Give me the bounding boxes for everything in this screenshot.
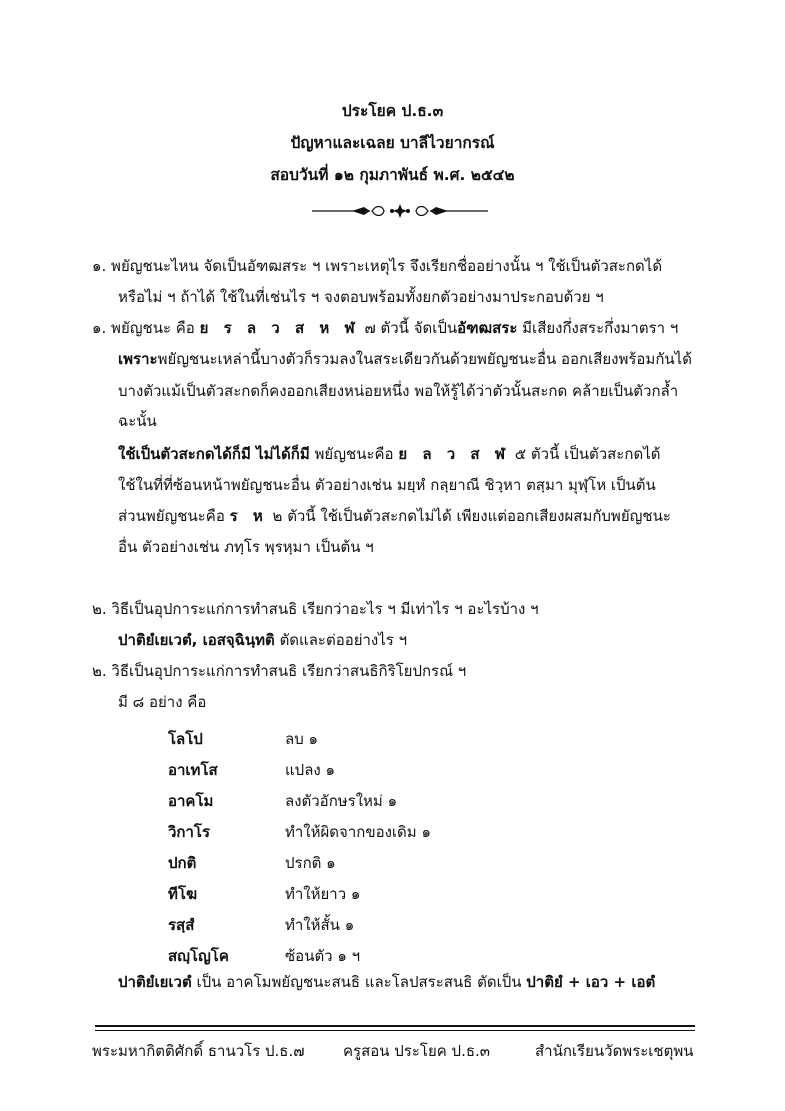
list-item-term: รสฺสํ (168, 916, 195, 934)
footer-rule-thick (95, 1025, 695, 1027)
footer-role: ครูสอน ประโยค ป.ธ.๓ (343, 1042, 491, 1060)
answer-1-others-desc: ๒ ตัวนี้ ใช้เป็นตัวสะกดไม่ได้ เพียงแต่ออกเสียงผสมกับพยัญชนะ (267, 507, 671, 525)
list-item-term: วิกาโร (168, 823, 211, 841)
question-1-line-2: หรือไม่ ฯ ถ้าได้ ใช้ในที่เช่นไร ฯ จงตอบพร้อมทั้งยกตัวอย่างมาประกอบด้วย ฯ (118, 288, 604, 306)
answer-1-line-1 (92, 321, 678, 336)
list-item-definition: ทำให้ยาว ๑ (285, 885, 361, 903)
answer-1-line-7 (118, 509, 671, 524)
final-consonant-list: ย ล ว ส ฬ (398, 445, 511, 463)
answer-1-final-count: ๕ ตัวนี้ เป็นตัวสะกดได้ (510, 445, 661, 463)
term-addhasara: อัฑฒสระ (457, 319, 518, 337)
answer-1-count: ๗ ตัวนี้ จัดเป็น (359, 319, 458, 337)
footer-author: พระมหากิตติศักดิ์ ธานวโร ป.ธ.๗ (92, 1042, 305, 1060)
list-item-term: ทีโฆ (168, 885, 198, 903)
answer-1-reason: พยัญชนะเหล่านี้บางตัวก็รวมลงในสระเดียวกันด้วยพยัญชนะอื่น ออกเสียงพร้อมกันได้ (157, 350, 692, 368)
list-item-definition: ปรกติ ๑ (285, 854, 336, 872)
question-2-pali-words: ปาติยํเยเวตํ, เอสจฺฉินฺทติ (118, 631, 275, 649)
list-item-term: อาคโม (168, 792, 214, 810)
list-item-term: ปกติ (168, 854, 197, 872)
list-item-definition: แปลง ๑ (285, 761, 335, 779)
non-final-consonant-list: ร ห (229, 507, 268, 525)
list-item-definition: ลบ ๑ (285, 730, 319, 748)
ornament-divider-icon (312, 203, 488, 219)
answer-1-line-3: บางตัวแม้เป็นตัวสะกดก็คงออกเสียงหน่อยหนึ่ง พอให้รู้ได้ว่าตัวนั้นสะกด คล้ายเป็นตัวกล้ำ (118, 382, 679, 400)
question-2-line-1: ๒. วิธีเป็นอุปการะแก่การทำสนธิ เรียกว่าอะไร ฯ มีเท่าไร ฯ อะไรบ้าง ฯ (92, 600, 539, 618)
answer-1-line-8: อื่น ตัวอย่างเช่น ภทฺโร พฺรหฺมา เป็นต้น ฯ (118, 538, 374, 556)
list-item-term: อาเทโส (168, 761, 218, 779)
answer-2-conclusion-text: เป็น อาคโมพยัญชนะสนธิ และโลปสระสนธิ ตัดเป็น (191, 973, 527, 991)
question-1-line-1: ๑. พยัญชนะไหน จัดเป็นอัฑฒสระ ฯ เพราะเหตุไร จึงเรียกชื่ออย่างนั้น ฯ ใช้เป็นตัวสะกดได้ (92, 257, 663, 275)
final-consonant-label: ใช้เป็นตัวสะกดได้ก็มี ไม่ได้ก็มี (118, 445, 310, 463)
answer-2-line-2: มี ๘ อย่าง คือ (118, 693, 207, 711)
list-item-definition: ทำให้สั้น ๑ (285, 916, 355, 934)
answer-1-line-6: ใช้ในที่ที่ซ้อนหน้าพยัญชนะอื่น ตัวอย่างเช่น มยฺหํ กลฺยาณี ชิวฺหา ตสฺมา มุฬฺโห เป็นต้น (118, 476, 656, 494)
list-item-term: โลโป (168, 730, 203, 748)
list-item-definition: ลงตัวอักษรใหม่ ๑ (285, 792, 398, 810)
answer-1-line-5 (118, 447, 660, 462)
list-item-definition: ทำให้ผิดจากของเดิม ๑ (285, 823, 431, 841)
consonant-list: ย ร ล ว ส ห ฬ (199, 319, 360, 337)
answer-2-conclusion (118, 975, 655, 990)
footer-institution: สำนักเรียนวัดพระเชตุพน (535, 1042, 694, 1060)
list-item-term: สญฺโญโค (168, 947, 229, 965)
header-exam-date: สอบวันที่ ๑๒ กุมภาพันธ์ พ.ศ. ๒๕๔๒ (270, 166, 515, 184)
answer-1-others-intro: ส่วนพยัญชนะคือ (118, 507, 230, 525)
pali-word-split: ปาติยํ + เอว + เอตํ (526, 973, 656, 991)
pali-word-original: ปาติยํเยเวตํ (118, 973, 192, 991)
header-title: ประโยค ป.ธ.๓ (341, 102, 444, 120)
because-label: เพราะ (118, 350, 158, 368)
answer-1-line-2 (118, 352, 692, 367)
answer-1-consonant-intro: พยัญชนะคือ (309, 445, 399, 463)
header-subject: ปัญหาและเฉลย บาลีไวยากรณ์ (290, 134, 495, 152)
answer-1-desc: มีเสียงกึ่งสระกึ่งมาตรา ฯ (517, 319, 679, 337)
list-item-definition: ซ้อนตัว ๑ ฯ (285, 947, 361, 965)
question-2-ask: ตัดและต่ออย่างไร ฯ (274, 631, 408, 649)
footer-rule-thin (95, 1030, 695, 1031)
answer-1-prefix: ๑. พยัญชนะ คือ (92, 319, 200, 337)
answer-1-line-4: ฉะนั้น (118, 412, 157, 430)
answer-2-line-1: ๒. วิธีเป็นอุปการะแก่การทำสนธิ เรียกว่าสนธิกิริโยปกรณ์ ฯ (92, 662, 467, 680)
question-2-line-2 (118, 633, 407, 648)
